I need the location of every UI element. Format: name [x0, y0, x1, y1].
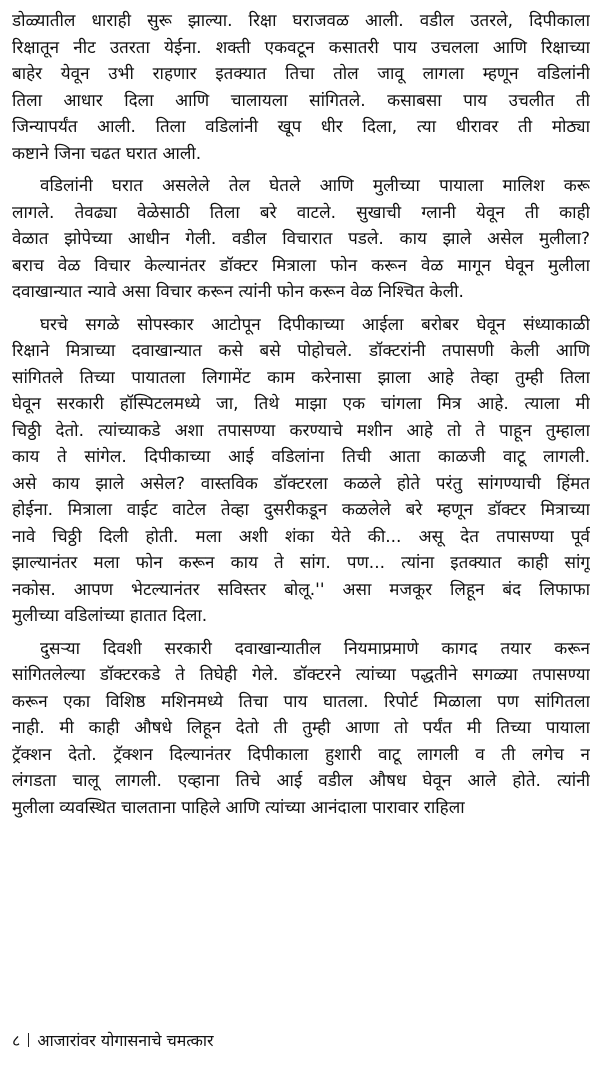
text-line: जिन्यापर्यंत आली. तिला वडिलांनी खूप धीर दिला, त्या धीरावर ती मोठ्या: [12, 117, 590, 137]
text-line: लागले. तेवढ्या वेळेसाठी तिला बरे वाटले. सुखाची ग्लानी येवून ती काही: [12, 202, 590, 223]
text-line: मुलीच्या वडिलांच्या हातात दिला.: [12, 606, 208, 626]
text-line: नकोस. आपण भेटल्यानंतर सविस्तर बोलू.'' असा मजकूर लिहून बंद लिफाफा: [12, 579, 590, 600]
paragraph: [12, 173, 590, 306]
text-line: सांगितलेल्या डॉक्टरकडे ते तिघेही गेले. डॉक्टरने त्यांच्या पद्धतीने सगळ्या तपासण्या: [12, 665, 590, 685]
text-line: डोळ्यातील धाराही सुरू झाल्या. रिक्षा घराजवळ आली. वडील उतरले, दिपीकाला: [12, 11, 590, 31]
paragraph: [12, 312, 590, 630]
text-line: घरचे सगळे सोपस्कार आटोपून दिपीकाच्या आईला बरोबर घेवून संध्याकाळी: [40, 314, 590, 335]
text-line: कष्टाने जिना चढत घरात आली.: [12, 143, 202, 164]
text-line: दुसऱ्या दिवशी सरकारी दवाखान्यातील नियमाप्रमाणे कागद तयार करून: [40, 638, 590, 659]
text-line: वेळात झोपेच्या आधीन गेली. वडील विचारात पडले. काय झाले असेल मुलीला?: [12, 229, 590, 249]
text-line: होईना. मित्राला वाईट वाटेल तेव्हा दुसरीकडून कळलेले बरे म्हणून डॉक्टर मित्राच्या: [12, 500, 590, 520]
page-number: ८: [12, 1031, 21, 1050]
text-line: नावे चिठ्ठी दिली होती. मला अशी शंका येते की... असू देत तपासण्या पूर्व: [12, 526, 590, 547]
text-line: बाहेर येवून उभी राहणार इतक्यात तिचा तोल जावू लागला म्हणून वडिलांनी: [12, 64, 590, 84]
text-line: वडिलांनी घरात असलेले तेल घेतले आणि मुलीच्या पायाला मालिश करू: [40, 176, 590, 196]
text-line: ट्रॅक्शन देतो. ट्रॅक्शन दिल्यानंतर दिपीकाला हुशारी वाटू लागली व ती लगेच न: [12, 744, 590, 765]
text-line: काय ते सांगेल. दिपीकाच्या आई वडिलांना तिची आता काळजी वाटू लागली.: [12, 447, 590, 467]
page-body-text: [12, 8, 590, 821]
text-line: मुलीला व्यवस्थित चालताना पाहिले आणि त्यांच्या आनंदाला पारावार राहिला: [12, 797, 465, 818]
text-line: चिठ्ठी देतो. त्यांच्याकडे अशा तपासण्या करण्याचे मशीन आहे तो ते पाहून तुम्हाला: [12, 420, 590, 441]
text-line: तिला आधार दिला आणि चालायला सांगितले. कसाबसा पाय उचलीत ती: [12, 90, 590, 111]
paragraph: [12, 8, 590, 167]
text-line: करून एका विशिष्ठ मशिनमध्ये तिचा पाय घातला. रिपोर्ट मिळाला पण सांगितला: [12, 691, 590, 712]
text-line: दवाखान्यात न्यावे असा विचार करून त्यांनी फोन करून वेळ निश्चित केली.: [12, 282, 464, 302]
text-line: घेवून सरकारी हॉस्पिटलमध्ये जा, तिथे माझा एक चांगला मित्र आहे. त्याला मी: [12, 394, 590, 414]
text-line: नाही. मी काही औषधे लिहून देतो ती तुम्ही आणा तो पर्यंत मी तिच्या पायाला: [12, 718, 590, 738]
text-line: बराच वेळ विचार केल्यानंतर डॉक्टर मित्राला फोन करून वेळ मागून घेवून मुलीला: [12, 255, 590, 276]
book-title: आजारांवर योगासनाचे चमत्कार: [37, 1031, 214, 1050]
text-line: झाल्यानंतर मला फोन करून काय ते सांग. पण... त्यांना इतक्यात काही सांगू: [12, 553, 590, 573]
page-footer: [12, 1030, 214, 1052]
text-line: रिक्षाने मित्राच्या दवाखान्यात कसे बसे पोहोचले. डॉक्टरांनी तपासणी केली आणि: [12, 341, 590, 361]
paragraph: [12, 636, 590, 822]
footer-separator: [28, 1033, 29, 1047]
text-line: लंगडता चालू लागली. एव्हाना तिचे आई वडील औषध घेवून आले होते. त्यांनी: [12, 771, 590, 791]
text-line: सांगितले तिच्या पायातला लिगामेंट काम करेनासा झाला आहे तेव्हा तुम्ही तिला: [12, 367, 590, 388]
text-line: असे काय झाले असेल? वास्तविक डॉक्टरला कळले होते परंतु सांगण्याची हिंमत: [12, 473, 590, 494]
text-line: रिक्षातून नीट उतरता येईना. शक्ती एकवटून कसातरी पाय उचलला आणि रिक्षाच्या: [12, 37, 590, 58]
